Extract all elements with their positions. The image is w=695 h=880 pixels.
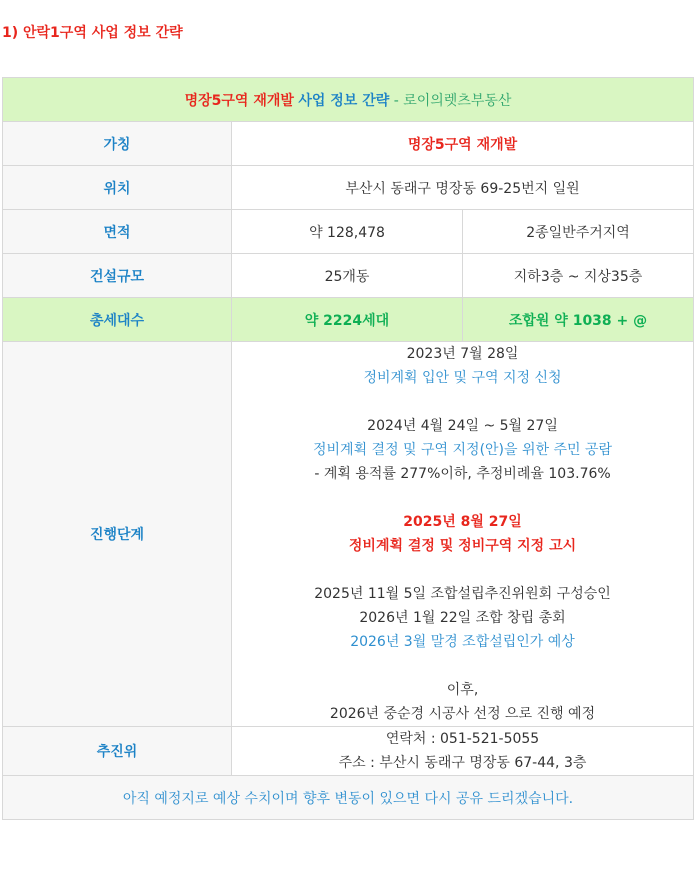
table-row xyxy=(3,210,694,254)
label-stages: 진행단계 xyxy=(3,342,232,727)
stage3-date: 2025년 8월 27일 xyxy=(403,514,522,530)
title-info: 사업 정보 간략 xyxy=(298,92,390,109)
value-name: 명장5구역 재개발 xyxy=(232,122,694,166)
table-title xyxy=(3,78,694,122)
table-row xyxy=(3,166,694,210)
footer-note: 아직 예정지로 예상 수치이며 향후 변동이 있으면 다시 공유 드리겠습니다. xyxy=(3,776,694,820)
spacer xyxy=(240,558,685,582)
title-project: 명장5구역 재개발 xyxy=(184,92,294,109)
spacer xyxy=(240,654,685,678)
label-location: 위치 xyxy=(3,166,232,210)
project-info-table xyxy=(2,77,694,820)
stage4-line2: 2026년 1월 22일 조합 창립 총회 xyxy=(359,610,566,626)
stage2-note: - 계획 용적률 277%이하, 추정비례율 103.76% xyxy=(314,466,611,482)
stage4-line1: 2025년 11월 5일 조합설립추진위원회 구성승인 xyxy=(314,586,611,602)
title-row xyxy=(3,78,694,122)
stage2-desc: 정비계획 결정 및 구역 지정(안)을 위한 주민 공람 xyxy=(313,442,613,458)
title-source: - 로이의렛츠부동산 xyxy=(393,92,512,109)
stages-content xyxy=(232,342,694,727)
label-name: 가칭 xyxy=(3,122,232,166)
stage5-line1: 이후, xyxy=(446,682,479,698)
table-row xyxy=(3,727,694,776)
value-buildings: 25개동 xyxy=(232,254,463,298)
committee-contact xyxy=(232,727,694,776)
stage1-desc: 정비계획 입안 및 구역 지정 신청 xyxy=(363,370,562,386)
label-scale: 건설규모 xyxy=(3,254,232,298)
stage5-line2: 2026년 중순경 시공사 선정 으로 진행 예정 xyxy=(329,706,596,722)
spacer xyxy=(240,486,685,510)
committee-address: 주소 : 부산시 동래구 명장동 67-44, 3층 xyxy=(338,755,587,771)
stage2-date: 2024년 4월 24일 ~ 5월 27일 xyxy=(367,418,558,434)
stage4-line3: 2026년 3월 말경 조합설립인가 예상 xyxy=(350,634,575,650)
value-area-size: 약 128,478 xyxy=(232,210,463,254)
label-area: 면적 xyxy=(3,210,232,254)
table-row xyxy=(3,254,694,298)
value-location: 부산시 동래구 명장동 69-25번지 일원 xyxy=(232,166,694,210)
label-committee: 추진위 xyxy=(3,727,232,776)
section-heading: 1) 안락1구역 사업 정보 간략 xyxy=(2,25,183,41)
value-households: 약 2224세대 xyxy=(232,298,463,342)
stage1-date: 2023년 7월 28일 xyxy=(406,346,519,362)
table-row xyxy=(3,298,694,342)
value-floors: 지하3층 ~ 지상35층 xyxy=(463,254,694,298)
label-households: 총세대수 xyxy=(3,298,232,342)
value-area-zone: 2종일반주거지역 xyxy=(463,210,694,254)
footer-row xyxy=(3,776,694,820)
value-members: 조합원 약 1038 + @ xyxy=(463,298,694,342)
table-row xyxy=(3,122,694,166)
committee-phone: 연락처 : 051-521-5055 xyxy=(385,731,540,747)
spacer xyxy=(240,390,685,414)
stage3-desc: 정비계획 결정 및 정비구역 지정 고시 xyxy=(348,538,577,554)
table-row xyxy=(3,342,694,727)
